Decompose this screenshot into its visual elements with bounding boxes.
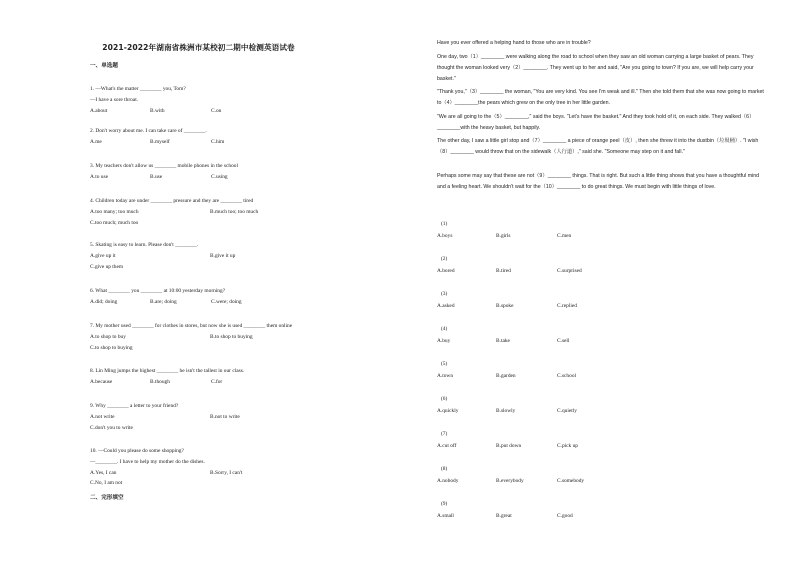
answer-option[interactable]: B.use [150,174,163,180]
answer-option[interactable]: B.much too; too much [210,209,259,215]
answer-option[interactable]: A.to use [90,174,108,180]
question-stem: 3. My teachers don't allow us ________ mobile phones in the school [90,163,238,169]
question-stem: 5. Skating is easy to learn. Please don't ________. [90,242,199,248]
answer-option[interactable]: A.give up it [90,253,116,259]
question-stem: 10. —Could you please do some shopping? [90,448,184,454]
passage-paragraph: "We are all going to the（5）________," said the boys. "Let's have the basket." And they took hold of it, on each side. They walked（6）________with the heavy basket, but happily. [437,114,755,131]
answer-option[interactable]: C.him [211,139,225,145]
cloze-answer-option[interactable]: B.slowly [496,408,516,414]
cloze-answer-option[interactable]: A.asked [437,303,455,309]
cloze-answer-option[interactable]: C.men [557,233,572,239]
cloze-answer-option[interactable]: B.spoke [496,303,514,309]
answer-option[interactable]: C.too much; much too [90,219,139,226]
cloze-question-number: (5) [441,361,448,367]
cloze-question-number: (8) [441,466,448,472]
answer-option[interactable]: B.myself [150,139,170,145]
answer-option[interactable]: A.not write [90,414,115,420]
cloze-answer-option[interactable]: C.surprised [557,268,582,274]
answer-option[interactable]: A.because [90,379,113,385]
cloze-answer-option[interactable]: B.tired [496,268,511,274]
cloze-answer-option[interactable]: C.sell [557,338,570,344]
cloze-answer-option[interactable]: C.somebody [557,478,585,484]
answer-option[interactable]: A.Yes, I can [90,469,117,476]
passage-paragraph: The other day, I saw a little girl stop and（7）________ a piece of orange peel（皮）, then she threw it into the dustbin（垃圾桶）. "I wish（8）________ would throw that on the sidewalk（人行道）," said she. "Someone may step on it and fall." [437,138,759,155]
cloze-answer-option[interactable]: B.garden [496,373,516,379]
cloze-question-number: (9) [441,501,448,507]
cloze-answer-option[interactable]: A.buy [437,338,451,344]
answer-option[interactable]: C.give up them [90,263,124,270]
answer-option[interactable]: C.No, I am not [90,480,123,486]
cloze-answer-option[interactable]: B.put down [496,443,522,449]
answer-option[interactable]: B.give it up [210,253,236,259]
cloze-answer-option[interactable]: C.quietly [557,408,577,414]
cloze-question-number: (4) [441,326,448,332]
question-stem: 8. Lin Ming jumps the highest ________ he isn't the tallest in our class. [90,368,245,374]
answer-option[interactable]: B.with [150,107,165,114]
cloze-answer-option[interactable]: C.good [557,513,573,519]
cloze-answer-option[interactable]: A.nobody [437,478,459,484]
answer-option[interactable]: B.are; doing [150,299,177,305]
answer-option[interactable]: C.on [211,107,222,114]
section-heading-cloze: 二、完形填空 [90,495,124,501]
answer-option[interactable]: B.not to write [210,414,240,420]
passage-paragraph: "Thank you,"（3）________ the woman, "You are very kind. You see I'm weak and ill." Then she told them that she was now going to market to（4）________the pears which grew on the only tree in her little garden. [437,89,764,106]
passage-paragraph: One day, two（1）________ were walking along the road to school when they saw an old woman carrying a large basket of pears. They thought the woman looked very（2）________. They went up to her and said, "Are you going to town? If you are, we will help carry your basket." [437,54,754,82]
cloze-answer-option[interactable]: B.great [496,513,512,519]
cloze-question-number: (6) [441,396,448,402]
question-stem: 7. My mother used ________ for clothes in stores, but now she is used ________ them online [90,323,293,329]
answer-option[interactable]: B.to shop to buying [210,334,253,340]
answer-option[interactable]: C.don't you to write [90,424,133,431]
exam-title: 2021-2022年湖南省株洲市某校初二期中检测英语试卷 [102,43,295,52]
cloze-question-number: (1) [441,221,448,227]
cloze-question-number: (3) [441,291,448,297]
question-dialogue-line: —I have a sore throat. [90,96,139,103]
cloze-answer-option[interactable]: C.replied [557,303,577,309]
question-stem: 6. What ________ you ________ at 10:00 yesterday morning? [90,288,226,294]
answer-option[interactable]: B.though [150,379,170,385]
answer-option[interactable]: A.did; doing [90,299,118,305]
cloze-answer-option[interactable]: B.everybody [496,478,524,484]
section-heading-single-choice: 一、单选题 [90,63,118,69]
question-stem: 9. Why ________ a letter to your friend? [90,403,179,409]
question-dialogue-line: —________. I have to help my mother do the dishes. [90,458,205,465]
passage-paragraph: Perhaps some may say that these are not（9）________ things. That is right. But such a little thing shows that you have a thoughtful mind and a feeling heart. We shouldn't wait for the（10）________ to do great things. We must begin with little things of love. [437,173,760,190]
cloze-answer-option[interactable]: A.town [437,373,454,379]
cloze-question-number: (2) [441,256,448,262]
answer-option[interactable]: A.too many; too much [90,209,139,215]
passage-paragraph: Have you ever offered a helping hand to those who are in trouble? [437,40,591,46]
cloze-answer-option[interactable]: B.take [496,338,510,344]
cloze-answer-option[interactable]: A.cut off [437,443,457,449]
cloze-answer-option[interactable]: A.bored [437,268,455,274]
question-stem: 2. Don't worry about me. I can take care of ________. [90,128,207,134]
cloze-answer-option[interactable]: A.boys [437,233,453,239]
cloze-answer-option[interactable]: C.pick up [557,443,578,449]
answer-option[interactable]: A.about [90,107,108,114]
question-stem: 1. —What's the matter ________ you, Tom? [90,86,186,92]
answer-option[interactable]: C.for [211,379,223,385]
cloze-answer-option[interactable]: A.small [437,513,454,519]
answer-option[interactable]: C.using [211,174,228,180]
question-stem: 4. Children today are under ________ pressure and they are ________ tired [90,198,254,204]
answer-option[interactable]: B.Sorry, I can't [210,469,243,476]
answer-option[interactable]: C.to shop to buying [90,344,133,351]
answer-option[interactable]: C.were; doing [211,299,242,305]
answer-option[interactable]: A.to shop to buy [90,334,126,340]
cloze-answer-option[interactable]: B.girls [496,233,511,239]
answer-option[interactable]: A.me [90,139,102,145]
cloze-answer-option[interactable]: A.quickly [437,408,459,414]
cloze-answer-option[interactable]: C.school [557,373,577,379]
cloze-question-number: (7) [441,431,448,437]
